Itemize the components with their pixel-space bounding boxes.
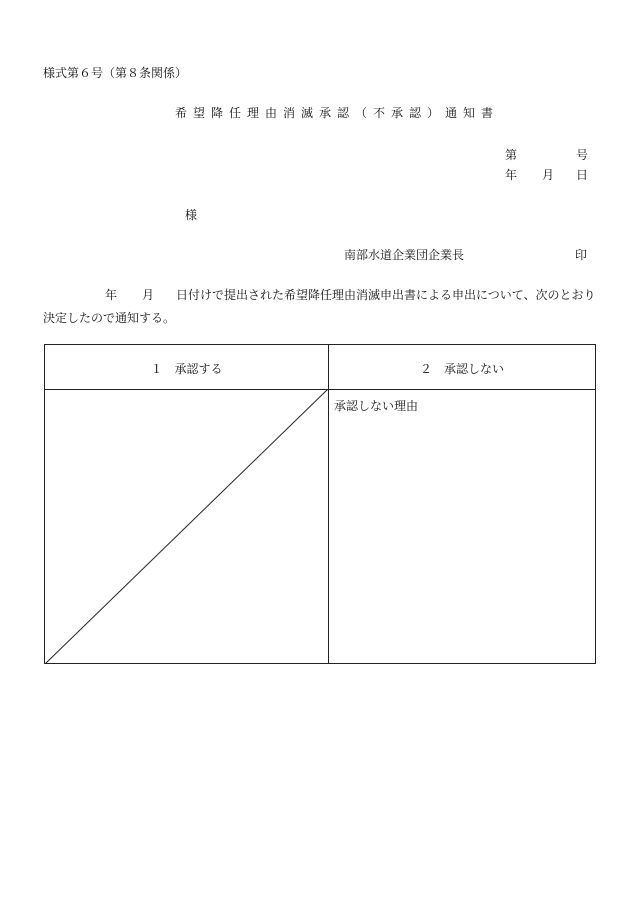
date-month: 月 [542,168,555,182]
strike-diagonal [45,389,329,664]
issuer: 南部水道企業団企業長 [344,248,465,262]
addressee-suffix: 様 [185,208,198,222]
ref-no-suffix: 号 [576,148,589,162]
ref-no-prefix: 第 [505,148,518,162]
body-line-2: 決定したので通知する。 [43,311,176,325]
date-day: 日 [576,168,589,182]
form-number: 様式第６号（第８条関係） [43,66,188,80]
body-month: 月 [142,288,155,302]
disapprove-header: ２ 承認しない [419,362,504,376]
disapprove-reason-label: 承認しない理由 [334,399,419,413]
body-year: 年 [105,288,118,302]
decision-table [44,344,596,664]
table-header-row [45,345,595,390]
seal-mark: 印 [575,248,588,262]
document-title: 希望降任理由消滅承認（不承認）通知書 [175,106,500,120]
date-year: 年 [505,168,518,182]
approve-header: １ 承認する [150,362,223,376]
body-line-1: 日付けで提出された希望降任理由消滅申出書による申出について、次のとおり [176,288,596,302]
